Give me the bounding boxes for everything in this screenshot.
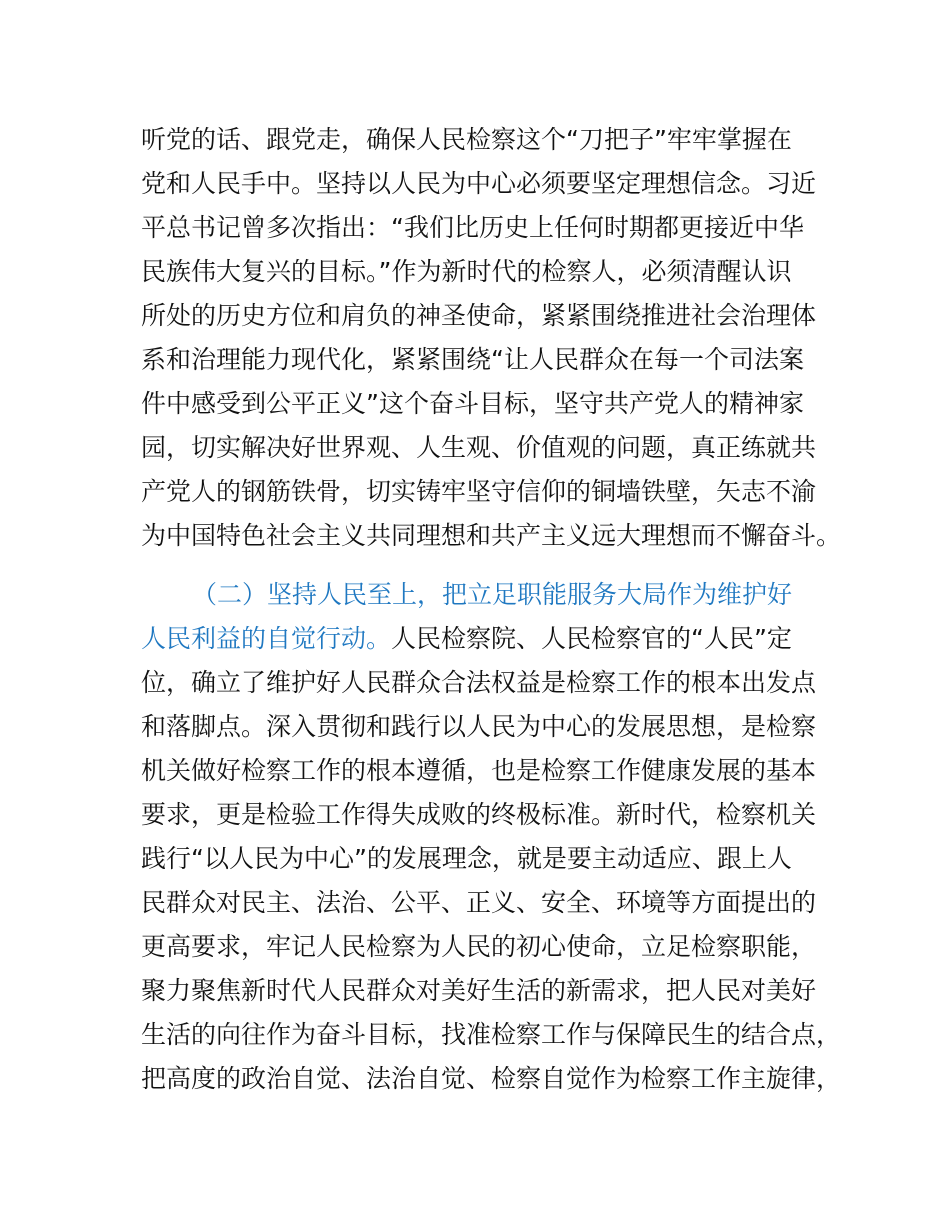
section-heading-tail: 人民利益的自觉行动。 xyxy=(141,624,392,653)
paragraph-text: 人民检察院、人民检察官的“人民”定 xyxy=(391,624,792,653)
paragraph-line: 聚力聚焦新时代人民群众对美好生活的新需求，把人民对美好 xyxy=(141,976,817,1005)
paragraph-line: 听党的话、跟党走，确保人民检察这个“刀把子”牢牢掌握在 xyxy=(141,125,792,154)
paragraph-line: 践行“以人民为中心”的发展理念，就是要主动适应、跟上人 xyxy=(141,844,792,873)
paragraph-line: 位，确立了维护好人民群众合法权益是检察工作的根本出发点 xyxy=(141,668,817,697)
paragraph-line: 所处的历史方位和肩负的神圣使命，紧紧围绕推进社会治理体 xyxy=(141,301,817,330)
paragraph-line: 把高度的政治自觉、法治自觉、检察自觉作为检察工作主旋律， xyxy=(141,1064,842,1093)
paragraph-line: 平总书记曾多次指出：“我们比历史上任何时期都更接近中华 xyxy=(141,213,804,242)
paragraph-line: 产党人的钢筋铁骨，切实铸牢坚守信仰的铜墙铁壁，矢志不渝 xyxy=(141,477,817,506)
paragraph-line: 更高要求，牢记人民检察为人民的初心使命，立足检察职能， xyxy=(141,932,817,961)
section-heading-line-2 xyxy=(141,624,792,654)
paragraph-line: 民群众对民主、法治、公平、正义、安全、环境等方面提出的 xyxy=(141,888,817,917)
paragraph-line: 生活的向往作为奋斗目标，找准检察工作与保障民生的结合点， xyxy=(141,1020,842,1049)
paragraph-line: 要求，更是检验工作得失成败的终极标准。新时代，检察机关 xyxy=(141,800,817,829)
paragraph-line: 党和人民手中。坚持以人民为中心必须要坚定理想信念。习近 xyxy=(141,169,817,198)
paragraph-line: 园，切实解决好世界观、人生观、价值观的问题，真正练就共 xyxy=(141,433,817,462)
paragraph-line: 机关做好检察工作的根本遵循，也是检察工作健康发展的基本 xyxy=(141,756,817,785)
paragraph-line: 系和治理能力现代化，紧紧围绕“让人民群众在每一个司法案 xyxy=(141,345,804,374)
paragraph-line: 为中国特色社会主义共同理想和共产主义远大理想而不懈奋斗。 xyxy=(141,521,842,550)
paragraph-line: 件中感受到公平正义”这个奋斗目标，坚守共产党人的精神家 xyxy=(141,389,804,418)
paragraph-line: 民族伟大复兴的目标。”作为新时代的检察人，必须清醒认识 xyxy=(141,257,792,286)
section-heading-line-1: （二）坚持人民至上，把立足职能服务大局作为维护好 xyxy=(192,580,793,609)
paragraph-line: 和落脚点。深入贯彻和践行以人民为中心的发展思想，是检察 xyxy=(141,712,817,741)
